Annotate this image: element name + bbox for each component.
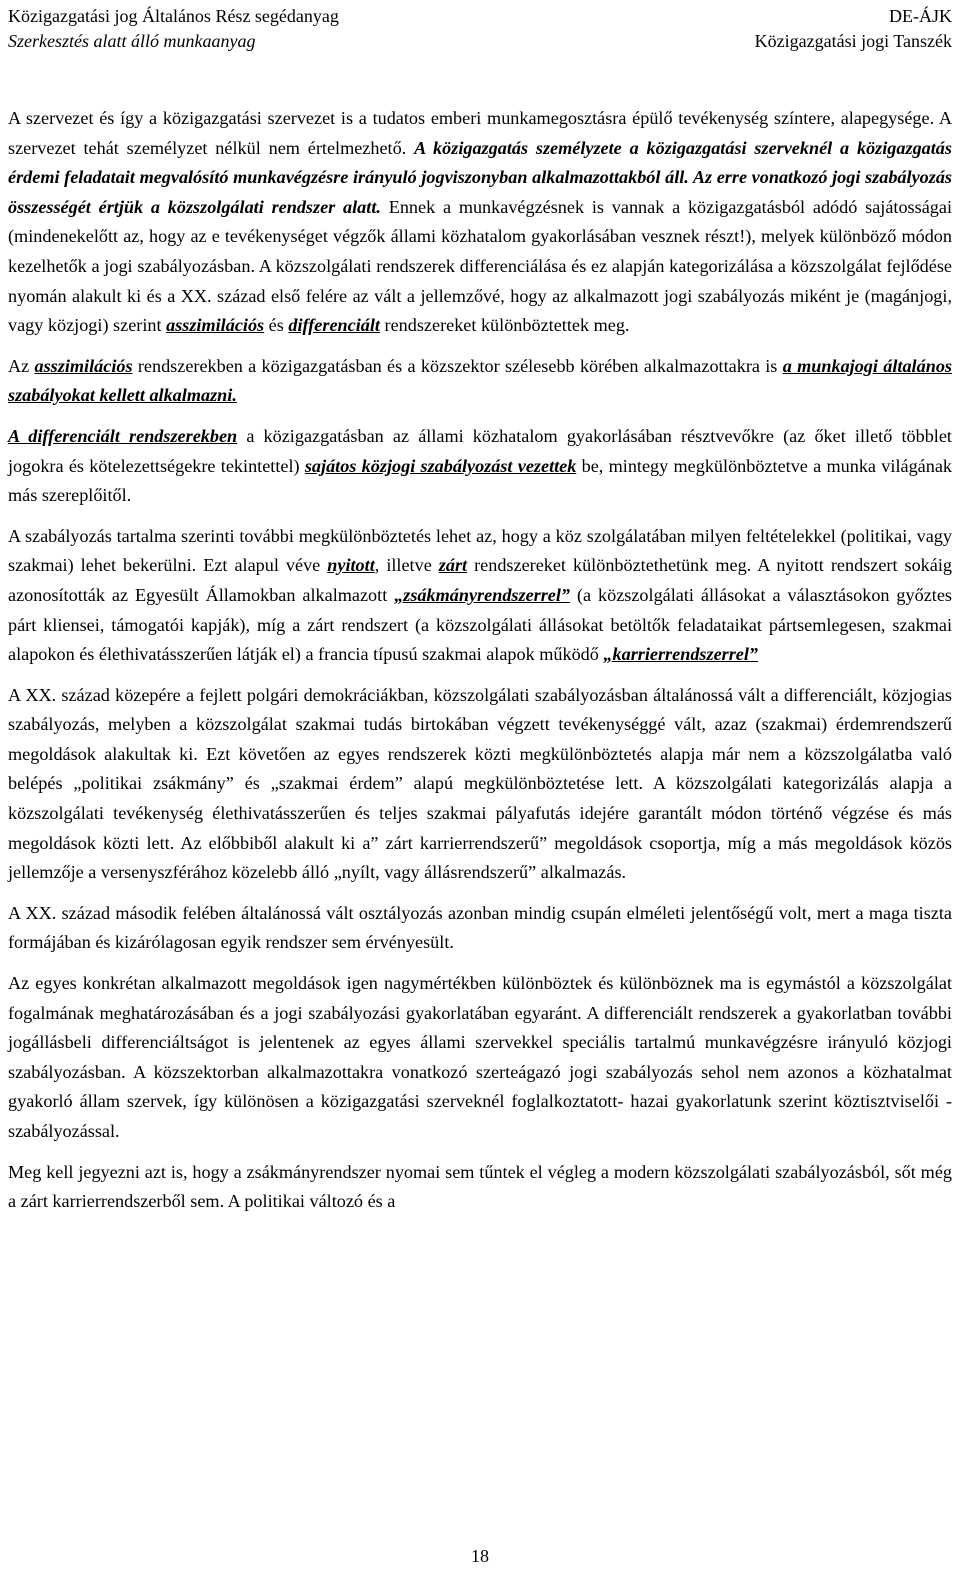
header-subtitle-left: Szerkesztés alatt álló munkaanyag: [8, 31, 256, 51]
emphasized-text: A differenciált rendszerekben: [8, 425, 238, 446]
emphasized-text: sajátos közjogi szabályozást vezettek: [304, 455, 577, 476]
text-run: (a közszolgálati állásokat a választásokon győztes párt kliensei, támogatói kapják), míg a zárt rendszert (a közszolgálati állásokat betöltők feladataikat pártsemlegesen, szakmai alapokon és élethivatásszerűen látják el) a francia típusú szakmai alapok működő: [8, 584, 952, 665]
header-title-left: Közigazgatási jog Általános Rész segédanyag: [8, 6, 339, 26]
emphasized-text: asszimilációs: [34, 355, 133, 376]
text-run: be, mintegy megkülönböztetve a munka világának más szereplőitől.: [8, 455, 952, 506]
document-body: [8, 104, 952, 1228]
text-run: rendszerekben a közigazgatásban és a közszektor szélesebb körében alkalmazottakra is: [132, 355, 783, 376]
paragraph: [8, 522, 952, 670]
emphasized-text: zárt: [438, 555, 468, 576]
emphasized-text: differenciált: [288, 315, 380, 336]
paragraph: [8, 422, 952, 511]
header-left: [8, 4, 339, 54]
paragraph: [8, 899, 952, 958]
header-title-right: DE-ÁJK: [889, 6, 952, 26]
text-run: rendszereket különböztethetünk meg. A nyitott rendszert sokáig azonosították az Egyesült Államokban alkalmazott: [8, 555, 952, 605]
text-run: Az egyes konkrétan alkalmazott megoldások igen nagymértékben különböztek és különböznek ma is egymástól a közszolgálat fogalmának meghatározásában és a jogi szabályozási gyakorlatában egyaránt. A differenciált rendszerek a gyakorlatban további jogállásbeli differenciáltságot is jelentenek az egyes állami szervekkel speciális tartalmú munkavégzésre irányuló közjogi szabályozásban. A közszektorban alkalmazottakra vonatkozó szerteágazó jogi szabályozás sehol nem azonos a közhatalmat gyakorló állam szervek, így különösen a közigazgatási szerveknél foglalkoztatott- hazai gyakorlatunk szerint köztisztviselői - szabályozással.: [8, 973, 952, 1141]
text-run: A XX. század közepére a fejlett polgári demokráciákban, közszolgálati szabályozásban általánossá vált a differenciált, közjogias szabályozás, melyben a közszolgálat szakmai tudás birtokában végzett tevékenységgé vált, azaz (szakmai) érdemrendszerű megoldások alakultak ki. Ezt követően az egyes rendszerek közti megkülönböztetés alapja már nem a közszolgálatba való belépés „politikai zsákmány” és „szakmai érdem” alapú megkülönböztetése lett. A közszolgálati kategorizálás alapja a közszolgálati tevékenység élethivatásszerűen és teljes szakmai pályafutás idejére garantált módon történő végzése és más megoldások közti lett. Az előbbiből alakult ki a” zárt karrierrendszerű” megoldások csoportja, míg a más megoldások közös jellemzője a versenyszférához közelebb álló „nyílt, vagy állásrendszerű” alkalmazás.: [8, 684, 952, 883]
page-number: 18: [471, 1546, 489, 1566]
emphasized-text: „karrierrendszerrel”: [603, 644, 759, 665]
text-run: A szabályozás tartalma szerinti további megkülönböztetés lehet az, hogy a köz szolgálatában milyen feltételekkel (politikai, vagy szakmai) lehet bekerülni. Ezt alapul véve: [8, 525, 952, 576]
emphasized-text: nyitott: [327, 555, 375, 576]
text-run: A szervezet és így a közigazgatási szervezet is a tudatos emberi munkamegosztásra épülő tevékenység színtere, alapegysége. A szervezet tehát személyzet nélkül nem értelmezhető.: [8, 108, 952, 158]
text-run: Ennek a munkavégzésnek is vannak a közigazgatásból adódó sajátosságai (mindenekelőtt az, hogy az e tevékenységet végzők állami közhatalom gyakorlásában vesznek részt!), melyek különböző módon kezelhetők a jogi szabályozásban. A közszolgálati rendszerek differenciálása és ez alapján kategorizálása a közszolgálat fejlődése nyomán alakult ki és a XX. század első felére az vált a jellemzővé, hogy az alkalmazott jogi szabályozás miként je (magánjogi, vagy közjogi) szerint: [8, 196, 952, 336]
header-right: [755, 4, 952, 54]
text-run: és: [264, 315, 289, 336]
page-header: [8, 4, 952, 54]
text-run: rendszereket különböztettek meg.: [379, 315, 630, 336]
paragraph: [8, 969, 952, 1147]
text-run: , illetve: [374, 555, 439, 576]
text-run: Az: [8, 355, 35, 376]
emphasized-text: a munkajogi általános szabályokat kellett alkalmazni.: [8, 355, 952, 406]
paragraph: [8, 104, 952, 341]
emphasized-text: asszimilációs: [166, 315, 265, 336]
header-subtitle-right: Közigazgatási jogi Tanszék: [754, 31, 952, 51]
text-run: a közigazgatásban az állami közhatalom gyakorlásában résztvevőkre (az őket illető többlet jogokra és kötelezettségekre tekintettel): [8, 425, 952, 476]
text-run: Meg kell jegyezni azt is, hogy a zsákmányrendszer nyomai sem tűntek el végleg a modern közszolgálati szabályozásból, sőt még a zárt karrierrendszerből sem. A politikai változó és a: [8, 1161, 952, 1212]
emphasized-text: „zsákmányrendszerrel”: [394, 584, 571, 605]
paragraph: [8, 1158, 952, 1217]
paragraph: [8, 352, 952, 411]
emphasized-text: A közigazgatás személyzete a közigazgatási szerveknél a közigazgatás érdemi feladatait megvalósító munkavégzésre irányuló jogviszonyban alkalmazottakból áll. Az erre vonatkozó jogi szabályozás összességét értjük a közszolgálati rendszer alatt.: [8, 137, 952, 217]
text-run: A XX. század második felében általánossá vált osztályozás azonban mindig csupán elméleti jelentőségű volt, mert a maga tiszta formájában és kizárólagosan egyik rendszer sem érvényesült.: [8, 902, 952, 953]
paragraph: [8, 681, 952, 888]
